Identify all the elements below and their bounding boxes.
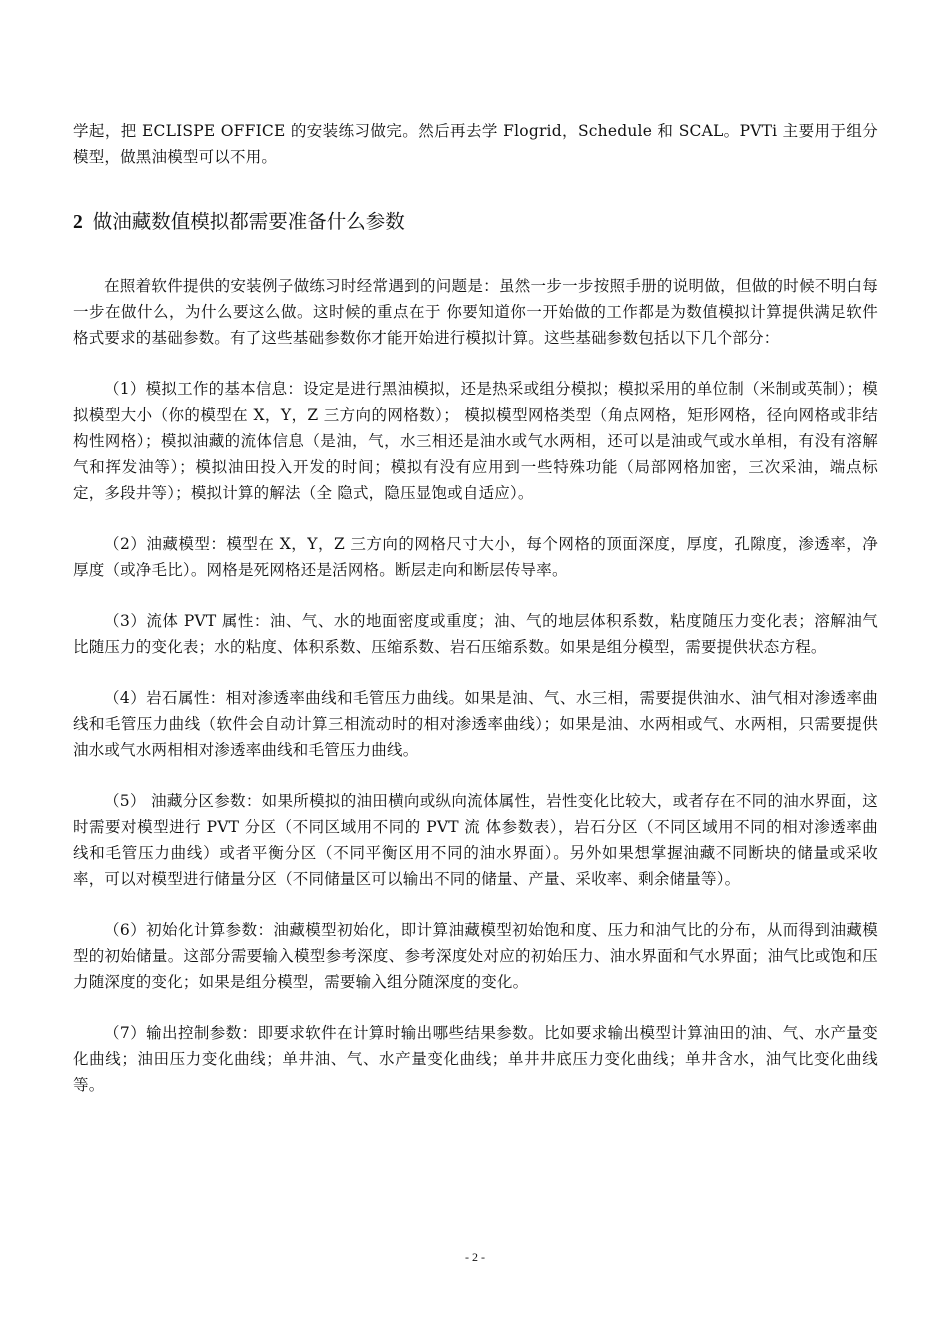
page-content	[73, 118, 878, 1098]
body-paragraph-3: （3）流体 PVT 属性：油、气、水的地面密度或重度；油、气的地层体积系数，粘度随压力变化表；溶解油气比随压力的变化表；水的粘度、体积系数、压缩系数、岩石压缩系数。如果是组分模型，需要提供状态方程。	[73, 612, 878, 656]
body-paragraph-intro: 在照着软件提供的安装例子做练习时经常遇到的问题是：虽然一步一步按照手册的说明做，但做的时候不明白每一步在做什么，为什么要这么做。这时候的重点在于 你要知道你一开始做的工作都是为数值模拟计算提供满足软件格式要求的基础参数。有了这些基础参数你才能开始进行模拟计算。这些基础参数包括以下几个部分：	[73, 277, 878, 347]
body-paragraph-2: （2）油藏模型：模型在 X，Y，Z 三方向的网格尺寸大小，每个网格的顶面深度，厚度，孔隙度，渗透率，净厚度（或净毛比）。网格是死网格还是活网格。断层走向和断层传导率。	[73, 535, 878, 579]
body-paragraph-7: （7）输出控制参数：即要求软件在计算时输出哪些结果参数。比如要求输出模型计算油田的油、气、水产量变化曲线；油田压力变化曲线；单井油、气、水产量变化曲线；单井井底压力变化曲线；单井含水，油气比变化曲线等。	[73, 1024, 878, 1094]
section-number: 2	[73, 212, 83, 233]
body-paragraph-4: （4）岩石属性：相对渗透率曲线和毛管压力曲线。如果是油、气、水三相，需要提供油水、油气相对渗透率曲线和毛管压力曲线（软件会自动计算三相流动时的相对渗透率曲线）；如果是油、水两相或气、水两相，只需要提供油水或气水两相相对渗透率曲线和毛管压力曲线。	[73, 689, 878, 759]
page-number: - 2 -	[465, 1250, 485, 1264]
body-paragraph-1: （1）模拟工作的基本信息：设定是进行黑油模拟，还是热采或组分模拟；模拟采用的单位制（米制或英制）；模拟模型大小（你的模型在 X，Y，Z 三方向的网格数）； 模拟模型网格类型（角点网格，矩形网格，径向网格或非结构性网格）；模拟油藏的流体信息（是油，气，水三相还是油水或气水两相，还可以是油或气或水单相，有没有溶解气和挥发油等）；模拟油田投入开发的时间；模拟有没有应用到一些特殊功能（局部网格加密，三次采油，端点标定，多段井等）；模拟计算的解法（全 隐式，隐压显饱或自适应）。	[73, 380, 878, 502]
section-heading	[73, 208, 878, 237]
intro-paragraph: 学起，把 ECLISPE OFFICE 的安装练习做完。然后再去学 Flogrid，Schedule 和 SCAL。PVTi 主要用于组分模型，做黑油模型可以不用。	[73, 122, 878, 166]
section-title: 做油藏数值模拟都需要准备什么参数	[92, 210, 405, 233]
body-paragraph-6: （6）初始化计算参数：油藏模型初始化，即计算油藏模型初始饱和度、压力和油气比的分布，从而得到油藏模型的初始储量。这部分需要输入模型参考深度、参考深度处对应的初始压力、油水界面和气水界面；油气比或饱和压力随深度的变化；如果是组分模型，需要输入组分随深度的变化。	[73, 921, 878, 991]
body-paragraph-5: （5） 油藏分区参数：如果所模拟的油田横向或纵向流体属性，岩性变化比较大，或者存在不同的油水界面，这时需要对模型进行 PVT 分区（不同区域用不同的 PVT 流 体参数表），岩石分区（不同区域用不同的相对渗透率曲线和毛管压力曲线）或者平衡分区（不同平衡区用不同的油水界面）。另外如果想掌握油藏不同断块的储量或采收率，可以对模型进行储量分区（不同储量区可以输出不同的储量、产量、采收率、剩余储量等）。	[73, 792, 878, 888]
